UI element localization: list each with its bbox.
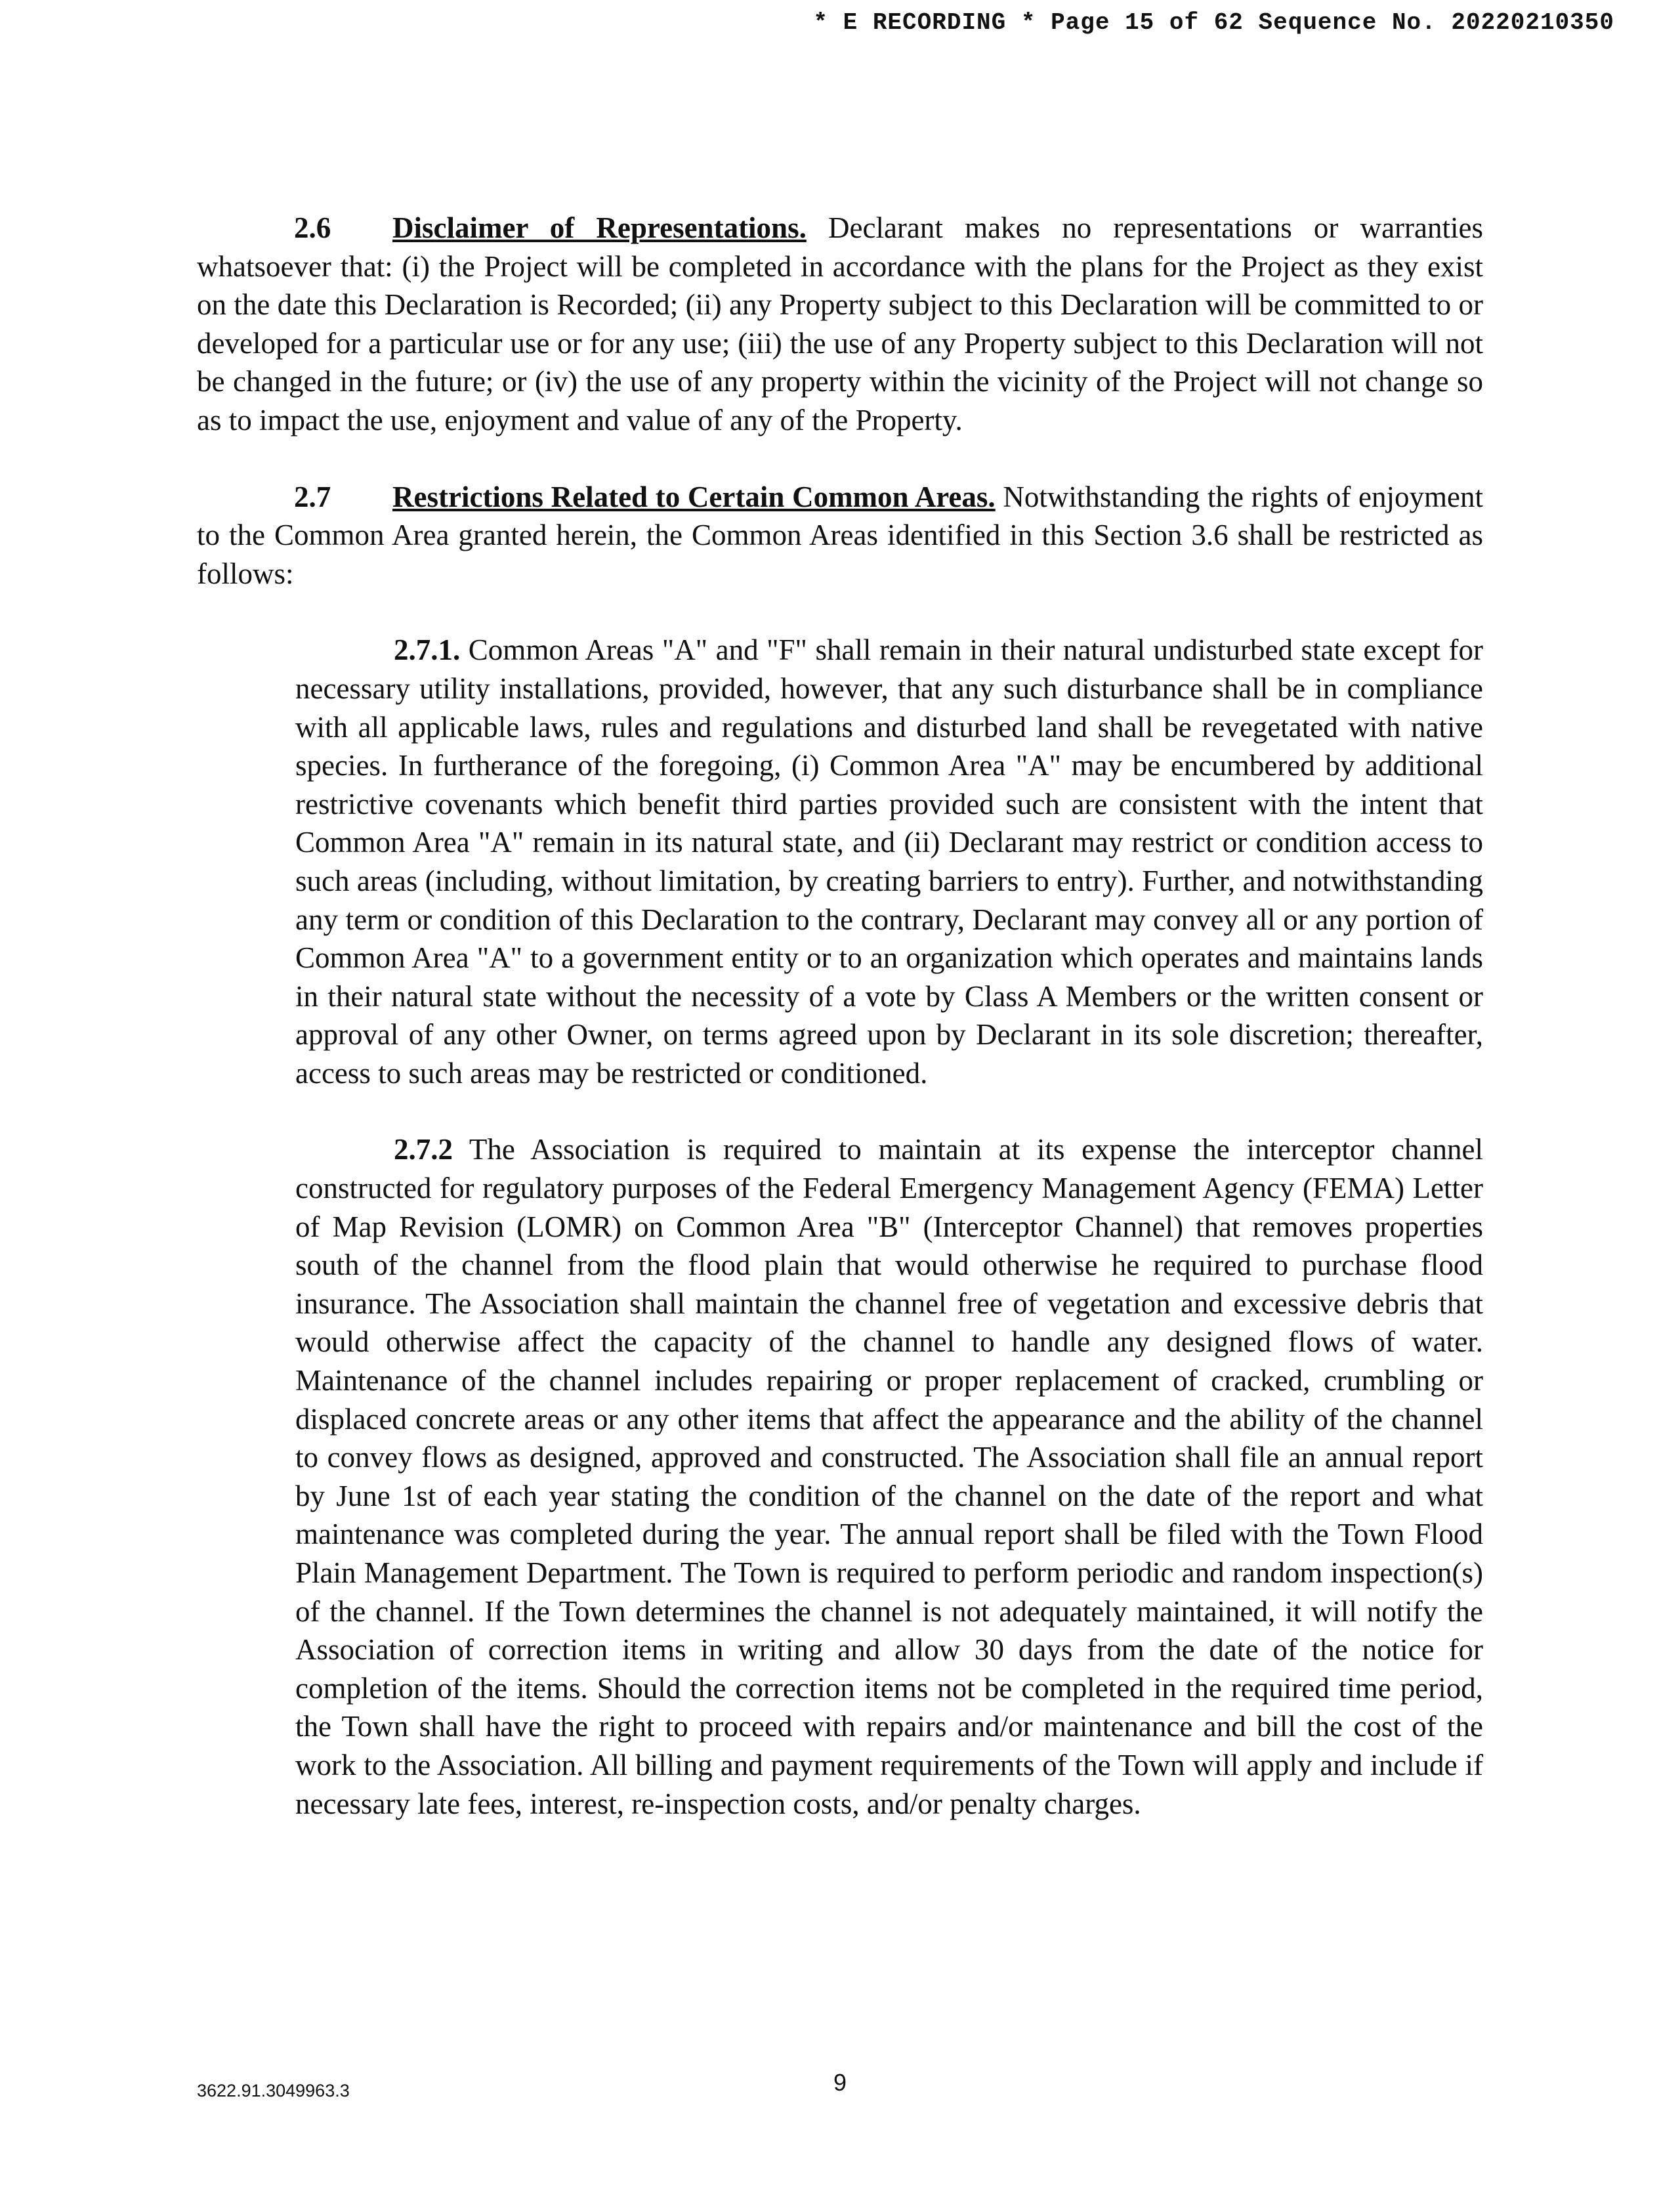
section-2-7-2 — [295, 1130, 1483, 1823]
section-2-7 — [197, 478, 1483, 593]
page-number: 9 — [833, 2069, 847, 2096]
document-id: 3622.91.3049963.3 — [197, 2081, 350, 2100]
subsection-body: The Association is required to maintain at its expense the interceptor channel constructed for regulatory purposes of the Federal Emergency Management Agency (FEMA) Letter of Map Revision (LOMR) on Common Area "B" (Interceptor Channel) that removes properties south of the channel from the flood plain that would otherwise he required to purchase flood insurance. The Association shall maintain the channel free of vegetation and excessive debris that would otherwise affect the capacity of the channel to handle any designed flows of water. Maintenance of the channel includes repairing or proper replacement of cracked, crumbling or displaced concrete areas or any other items that affect the appearance and the ability of the channel to convey flows as designed, approved and constructed. The Association shall file an annual report by June 1st of each year stating the condition of the channel on the date of the report and what maintenance was completed during the year. The annual report shall be filed with the Town Flood Plain Management Department. The Town is required to perform periodic and random inspection(s) of the channel. If the Town determines the channel is not adequately maintained, it will notify the Association of correction items in writing and allow 30 days from the date of the notice for completion of the items. Should the correction items not be completed in the required time period, the Town shall have the right to proceed with repairs and/or maintenance and bill the cost of the work to the Association. All billing and payment requirements of the Town will apply and include if necessary late fees, interest, re-inspection costs, and/or penalty charges. — [295, 1133, 1483, 1820]
section-heading: Disclaimer of Representations. — [392, 211, 807, 244]
subsection-number: 2.7.1. — [394, 633, 461, 667]
document-body — [197, 209, 1483, 1823]
section-heading: Restrictions Related to Certain Common Areas. — [392, 480, 996, 513]
section-number: 2.7 — [294, 480, 331, 513]
subsection-body: Common Areas "A" and "F" shall remain in their natural undisturbed state except for necessary utility installations, provided, however, that any such disturbance shall be in compliance with all applicable laws, rules and regulations and disturbed land shall be revegetated with native species. In furtherance of the foregoing, (i) Common Area "A" may be encumbered by additional restrictive covenants which benefit third parties provided such are consistent with the intent that Common Area "A" remain in its natural state, and (ii) Declarant may restrict or condition access to such areas (including, without limitation, by creating barriers to entry). Further, and notwithstanding any term or condition of this Declaration to the contrary, Declarant may convey all or any portion of Common Area "A" to a government entity or to an organization which operates and maintains lands in their natural state without the necessity of a vote by Class A Members or the written consent or approval of any other Owner, on terms agreed upon by Declarant in its sole discretion; thereafter, access to such areas may be restricted or conditioned. — [295, 633, 1483, 1090]
section-body: Notwithstanding the rights of enjoyment to the Common Area granted herein, the Common Areas identified in this Section 3.6 shall be restricted as follows: — [197, 480, 1483, 590]
section-2-6 — [197, 209, 1483, 440]
recording-header: * E RECORDING * Page 15 of 62 Sequence No. 20220210350 — [813, 9, 1614, 36]
section-body: Declarant makes no representations or warranties whatsoever that: (i) the Project will be completed in accordance with the plans for the Project as they exist on the date this Declaration is Recorded; (ii) any Property subject to this Declaration will be committed to or developed for a particular use or for any use; (iii) the use of any Property subject to this Declaration will not be changed in the future; or (iv) the use of any property within the vicinity of the Project will not change so as to impact the use, enjoyment and value of any of the Property. — [197, 211, 1483, 437]
subsection-number: 2.7.2 — [394, 1133, 453, 1166]
section-number: 2.6 — [294, 211, 331, 244]
section-2-7-1 — [295, 631, 1483, 1092]
